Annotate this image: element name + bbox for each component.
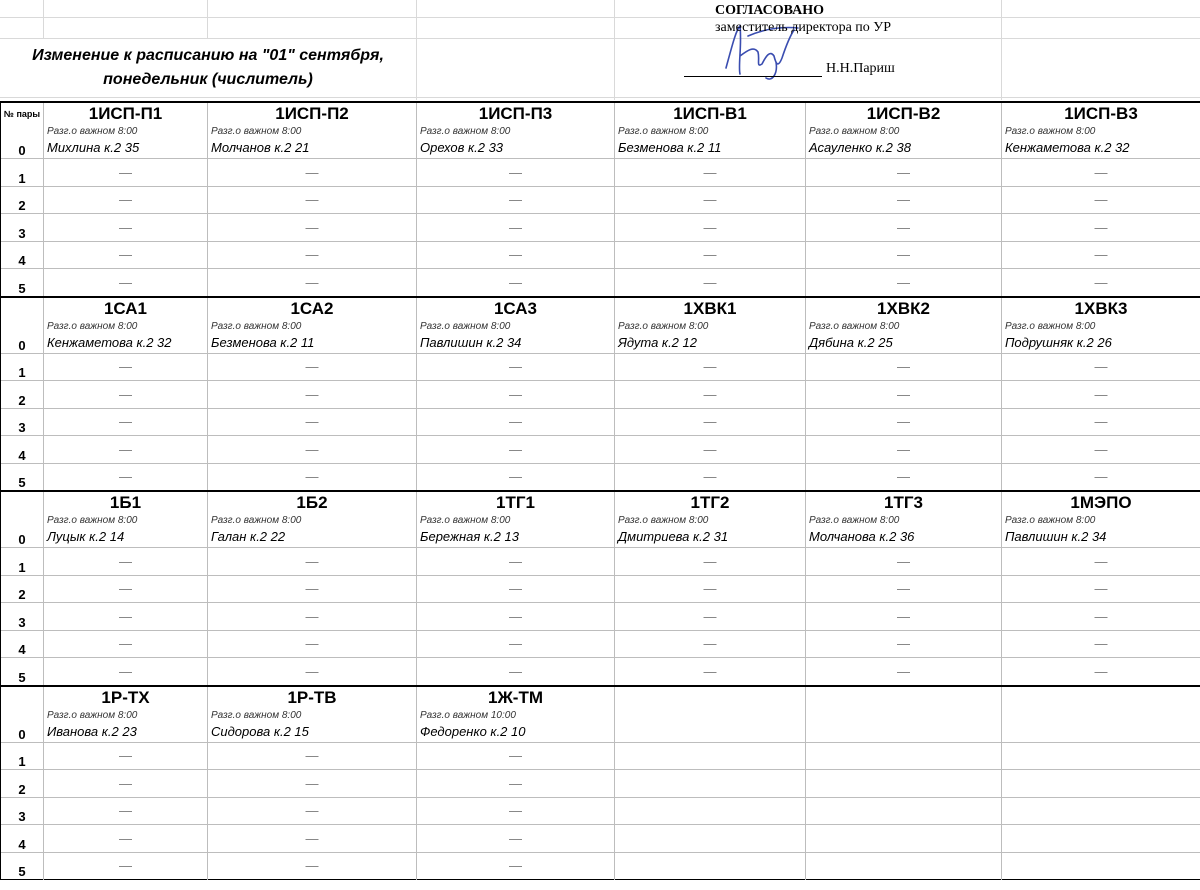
empty-lesson-dash[interactable]: — [44, 436, 208, 464]
group-name: 1ИСП-В2 [806, 102, 1002, 125]
schedule-cell[interactable] [1002, 825, 1200, 853]
pair-row [1, 125, 1200, 159]
teacher-room: Луцык к.2 14 [47, 529, 125, 544]
empty-lesson-dash[interactable]: — [417, 742, 615, 770]
schedule-cell[interactable] [615, 709, 806, 743]
group-name: 1Р-ТВ [208, 686, 417, 709]
empty-lesson-dash[interactable]: — [44, 408, 208, 436]
schedule-table [0, 101, 1200, 880]
pair-row [1, 709, 1200, 743]
pair-row [1, 408, 1200, 436]
schedule-cell[interactable] [806, 709, 1002, 743]
pair-row [1, 463, 1200, 491]
group-name [615, 686, 806, 709]
schedule-cell[interactable] [1002, 852, 1200, 880]
event-label: Разг.о важном 8:00 [618, 515, 709, 526]
schedule-cell[interactable] [806, 742, 1002, 770]
group-name: 1ИСП-П2 [208, 102, 417, 125]
empty-lesson-dash[interactable]: — [44, 603, 208, 631]
pair-column-label [1, 491, 44, 514]
schedule-cell[interactable] [208, 709, 417, 743]
teacher-room: Молчанова к.2 36 [809, 529, 915, 544]
event-label: Разг.о важном 8:00 [211, 709, 302, 721]
page-title-line1: Изменение к расписанию на "01" сентября, [32, 47, 384, 64]
empty-lesson-dash[interactable]: — [417, 159, 615, 187]
pair-number: 1 [1, 353, 44, 381]
empty-lesson-dash[interactable]: — [1002, 269, 1200, 297]
empty-lesson-dash[interactable]: — [1002, 603, 1200, 631]
empty-lesson-dash[interactable]: — [1002, 575, 1200, 603]
empty-lesson-dash[interactable]: — [44, 852, 208, 880]
pair-number: 1 [1, 742, 44, 770]
empty-lesson-dash[interactable]: — [417, 269, 615, 297]
schedule-cell[interactable] [806, 514, 1002, 548]
group-name: 1СА2 [208, 297, 417, 320]
pair-row [1, 630, 1200, 658]
pair-number: 3 [1, 797, 44, 825]
pair-number: 4 [1, 241, 44, 269]
schedule-cell[interactable] [417, 125, 615, 159]
signature-line [684, 76, 822, 77]
schedule-cell[interactable] [806, 797, 1002, 825]
group-name: 1ИСП-В3 [1002, 102, 1200, 125]
empty-lesson-dash[interactable]: — [44, 159, 208, 187]
empty-lesson-dash[interactable]: — [1002, 241, 1200, 269]
event-label: Разг.о важном 8:00 [47, 320, 138, 332]
schedule-cell[interactable] [615, 852, 806, 880]
group-name: 1ХВК1 [615, 297, 806, 320]
empty-lesson-dash[interactable]: — [806, 186, 1002, 214]
empty-lesson-dash[interactable]: — [208, 770, 417, 798]
empty-lesson-dash[interactable]: — [44, 825, 208, 853]
event-label: Разг.о важном 8:00 [211, 126, 302, 137]
page-title-line2: понедельник (числитель) [103, 71, 313, 88]
event-label: Разг.о важном 8:00 [1005, 126, 1096, 137]
pair-row [1, 514, 1200, 548]
schedule-cell[interactable] [1002, 320, 1200, 354]
empty-lesson-dash[interactable]: — [806, 603, 1002, 631]
empty-lesson-dash[interactable]: — [1002, 159, 1200, 187]
empty-lesson-dash[interactable]: — [806, 630, 1002, 658]
schedule-cell[interactable] [44, 709, 208, 743]
empty-lesson-dash[interactable]: — [208, 436, 417, 464]
pair-number: 0 [1, 709, 44, 743]
empty-lesson-dash[interactable]: — [44, 241, 208, 269]
sheet-header [0, 0, 1200, 100]
grid-line [1001, 0, 1002, 100]
pair-number: 0 [1, 320, 44, 354]
schedule-cell[interactable] [417, 320, 615, 354]
group-name [806, 686, 1002, 709]
grid-line [43, 0, 44, 38]
schedule-cell[interactable] [806, 320, 1002, 354]
empty-lesson-dash[interactable]: — [208, 159, 417, 187]
pair-row [1, 320, 1200, 354]
grid-line [614, 0, 615, 100]
event-label: Разг.о важном 8:00 [809, 126, 900, 137]
teacher-room: Дябина к.2 25 [809, 334, 893, 350]
empty-lesson-dash[interactable]: — [806, 214, 1002, 242]
empty-lesson-dash[interactable]: — [417, 214, 615, 242]
group-header-row [1, 491, 1200, 514]
pair-number: 5 [1, 852, 44, 880]
schedule-cell[interactable] [208, 320, 417, 354]
pair-row [1, 658, 1200, 686]
empty-lesson-dash[interactable]: — [615, 381, 806, 409]
empty-lesson-dash[interactable]: — [615, 548, 806, 576]
schedule-cell[interactable] [806, 852, 1002, 880]
teacher-room: Павлишин к.2 34 [1005, 529, 1107, 544]
empty-lesson-dash[interactable]: — [806, 269, 1002, 297]
empty-lesson-dash[interactable]: — [615, 436, 806, 464]
pair-number: 5 [1, 658, 44, 686]
empty-lesson-dash[interactable]: — [1002, 214, 1200, 242]
empty-lesson-dash[interactable]: — [806, 353, 1002, 381]
event-label: Разг.о важном 8:00 [1005, 320, 1096, 332]
empty-lesson-dash[interactable]: — [417, 770, 615, 798]
empty-lesson-dash[interactable]: — [208, 241, 417, 269]
empty-lesson-dash[interactable]: — [806, 436, 1002, 464]
empty-lesson-dash[interactable]: — [44, 742, 208, 770]
empty-lesson-dash[interactable]: — [1002, 186, 1200, 214]
teacher-room: Иванова к.2 23 [47, 723, 137, 739]
pair-number: 1 [1, 159, 44, 187]
empty-lesson-dash[interactable]: — [615, 353, 806, 381]
pair-row [1, 214, 1200, 242]
pair-number: 3 [1, 408, 44, 436]
teacher-room: Ядута к.2 12 [618, 334, 697, 350]
empty-lesson-dash[interactable]: — [417, 797, 615, 825]
schedule-cell[interactable] [615, 770, 806, 798]
teacher-room: Асауленко к.2 38 [809, 140, 911, 155]
teacher-room: Бережная к.2 13 [420, 529, 519, 544]
schedule-cell[interactable] [1002, 742, 1200, 770]
pair-number: 2 [1, 381, 44, 409]
group-name: 1Б1 [44, 491, 208, 514]
pair-number: 0 [1, 514, 44, 548]
empty-lesson-dash[interactable]: — [44, 269, 208, 297]
event-label: Разг.о важном 8:00 [211, 515, 302, 526]
empty-lesson-dash[interactable]: — [44, 770, 208, 798]
pair-column-label [1, 686, 44, 709]
grid-line [416, 0, 417, 100]
approval-heading: СОГЛАСОВАНО [715, 3, 824, 18]
pair-number: 1 [1, 548, 44, 576]
group-name: 1ТГ2 [615, 491, 806, 514]
grid-line [0, 97, 1200, 98]
teacher-room: Дмитриева к.2 31 [618, 529, 729, 544]
group-name: 1ИСП-П1 [44, 102, 208, 125]
pair-row [1, 436, 1200, 464]
teacher-room: Кенжаметова к.2 32 [1005, 140, 1130, 155]
empty-lesson-dash[interactable]: — [1002, 408, 1200, 436]
group-name: 1МЭПО [1002, 491, 1200, 514]
event-label: Разг.о важном 8:00 [618, 126, 709, 137]
group-name: 1ХВК3 [1002, 297, 1200, 320]
group-header-row [1, 297, 1200, 320]
teacher-room: Орехов к.2 33 [420, 140, 504, 155]
teacher-room: Молчанов к.2 21 [211, 140, 310, 155]
empty-lesson-dash[interactable]: — [208, 630, 417, 658]
empty-lesson-dash[interactable]: — [417, 575, 615, 603]
empty-lesson-dash[interactable]: — [615, 603, 806, 631]
empty-lesson-dash[interactable]: — [417, 825, 615, 853]
empty-lesson-dash[interactable]: — [615, 214, 806, 242]
pair-number: 2 [1, 575, 44, 603]
pair-number: 2 [1, 770, 44, 798]
group-name: 1ХВК2 [806, 297, 1002, 320]
pair-number: 0 [1, 125, 44, 159]
empty-lesson-dash[interactable]: — [44, 381, 208, 409]
schedule-cell[interactable] [208, 514, 417, 548]
pair-row [1, 548, 1200, 576]
group-name: 1Ж-ТМ [417, 686, 615, 709]
event-label: Разг.о важном 8:00 [1005, 515, 1096, 526]
pair-number: 4 [1, 436, 44, 464]
empty-lesson-dash[interactable]: — [615, 575, 806, 603]
grid-line [207, 0, 208, 38]
schedule-cell[interactable] [1002, 514, 1200, 548]
empty-lesson-dash[interactable]: — [44, 463, 208, 491]
event-label: Разг.о важном 8:00 [420, 126, 511, 137]
empty-lesson-dash[interactable]: — [208, 269, 417, 297]
pair-number: 2 [1, 186, 44, 214]
event-label: Разг.о важном 8:00 [420, 320, 511, 332]
pair-number: 4 [1, 825, 44, 853]
schedule-cell[interactable] [615, 742, 806, 770]
pair-row [1, 159, 1200, 187]
empty-lesson-dash[interactable]: — [615, 463, 806, 491]
teacher-room: Кенжаметова к.2 32 [47, 334, 172, 350]
empty-lesson-dash[interactable]: — [44, 658, 208, 686]
pair-number: 5 [1, 269, 44, 297]
empty-lesson-dash[interactable]: — [44, 186, 208, 214]
empty-lesson-dash[interactable]: — [44, 575, 208, 603]
pair-row [1, 852, 1200, 880]
schedule-cell[interactable] [806, 770, 1002, 798]
empty-lesson-dash[interactable]: — [1002, 630, 1200, 658]
pair-number: 3 [1, 603, 44, 631]
empty-lesson-dash[interactable]: — [615, 658, 806, 686]
event-label: Разг.о важном 8:00 [809, 515, 900, 526]
schedule-cell[interactable] [1002, 125, 1200, 159]
pair-row [1, 770, 1200, 798]
empty-lesson-dash[interactable]: — [417, 436, 615, 464]
page-title [10, 44, 406, 92]
teacher-room: Подрушняк к.2 26 [1005, 334, 1112, 350]
pair-row [1, 825, 1200, 853]
empty-lesson-dash[interactable]: — [417, 186, 615, 214]
schedule-cell[interactable] [806, 125, 1002, 159]
schedule-cell[interactable] [1002, 709, 1200, 743]
empty-lesson-dash[interactable]: — [806, 658, 1002, 686]
empty-lesson-dash[interactable]: — [417, 381, 615, 409]
empty-lesson-dash[interactable]: — [615, 186, 806, 214]
schedule-cell[interactable] [615, 825, 806, 853]
group-name [1002, 686, 1200, 709]
pair-column-label [1, 297, 44, 320]
empty-lesson-dash[interactable]: — [806, 408, 1002, 436]
empty-lesson-dash[interactable]: — [208, 658, 417, 686]
empty-lesson-dash[interactable]: — [417, 408, 615, 436]
teacher-room: Федоренко к.2 10 [420, 723, 526, 739]
pair-row [1, 603, 1200, 631]
empty-lesson-dash[interactable]: — [417, 548, 615, 576]
empty-lesson-dash[interactable]: — [806, 463, 1002, 491]
empty-lesson-dash[interactable]: — [44, 214, 208, 242]
group-name: 1Б2 [208, 491, 417, 514]
pair-row [1, 353, 1200, 381]
group-name: 1ТГ1 [417, 491, 615, 514]
schedule-cell[interactable] [615, 320, 806, 354]
group-header-row [1, 102, 1200, 125]
empty-lesson-dash[interactable]: — [1002, 548, 1200, 576]
schedule-cell[interactable] [1002, 797, 1200, 825]
grid-line [0, 17, 1200, 18]
empty-lesson-dash[interactable]: — [208, 852, 417, 880]
schedule-cell[interactable] [615, 125, 806, 159]
empty-lesson-dash[interactable]: — [208, 603, 417, 631]
empty-lesson-dash[interactable]: — [1002, 463, 1200, 491]
empty-lesson-dash[interactable]: — [615, 159, 806, 187]
empty-lesson-dash[interactable]: — [1002, 381, 1200, 409]
event-label: Разг.о важном 8:00 [618, 320, 709, 332]
pair-number: 4 [1, 630, 44, 658]
teacher-room: Михлина к.2 35 [47, 140, 140, 155]
empty-lesson-dash[interactable]: — [806, 159, 1002, 187]
group-name: 1ИСП-П3 [417, 102, 615, 125]
group-name: 1ТГ3 [806, 491, 1002, 514]
pair-column-label: № пары [1, 102, 44, 125]
teacher-room: Павлишин к.2 34 [420, 334, 522, 350]
empty-lesson-dash[interactable]: — [417, 463, 615, 491]
pair-row [1, 381, 1200, 409]
grid-line [0, 38, 1200, 39]
event-label: Разг.о важном 8:00 [809, 320, 900, 332]
empty-lesson-dash[interactable]: — [208, 825, 417, 853]
pair-row [1, 269, 1200, 297]
empty-lesson-dash[interactable]: — [417, 658, 615, 686]
schedule-cell[interactable] [417, 514, 615, 548]
schedule-cell[interactable] [44, 514, 208, 548]
pair-row [1, 797, 1200, 825]
empty-lesson-dash[interactable]: — [615, 630, 806, 658]
empty-lesson-dash[interactable]: — [208, 214, 417, 242]
empty-lesson-dash[interactable]: — [806, 241, 1002, 269]
event-label: Разг.о важном 8:00 [47, 709, 138, 721]
empty-lesson-dash[interactable]: — [208, 353, 417, 381]
empty-lesson-dash[interactable]: — [806, 548, 1002, 576]
empty-lesson-dash[interactable]: — [208, 381, 417, 409]
pair-row [1, 241, 1200, 269]
group-name: 1СА1 [44, 297, 208, 320]
approval-name: Н.Н.Париш [826, 61, 895, 76]
teacher-room: Галан к.2 22 [211, 529, 286, 544]
schedule-cell[interactable] [417, 709, 615, 743]
group-name: 1Р-ТХ [44, 686, 208, 709]
pair-row [1, 742, 1200, 770]
group-name: 1СА3 [417, 297, 615, 320]
event-label: Разг.о важном 10:00 [420, 709, 516, 721]
teacher-room: Безменова к.2 11 [618, 140, 722, 155]
approval-role: заместитель директора по УР [715, 20, 891, 35]
empty-lesson-dash[interactable]: — [615, 269, 806, 297]
group-name: 1ИСП-В1 [615, 102, 806, 125]
empty-lesson-dash[interactable]: — [806, 575, 1002, 603]
schedule-cell[interactable] [44, 125, 208, 159]
empty-lesson-dash[interactable]: — [208, 408, 417, 436]
event-label: Разг.о важном 8:00 [211, 320, 302, 332]
empty-lesson-dash[interactable]: — [417, 603, 615, 631]
schedule-cell[interactable] [615, 797, 806, 825]
empty-lesson-dash[interactable]: — [208, 742, 417, 770]
schedule-cell[interactable] [1002, 770, 1200, 798]
event-label: Разг.о важном 8:00 [47, 515, 138, 526]
teacher-room: Безменова к.2 11 [211, 334, 315, 350]
event-label: Разг.о важном 8:00 [47, 126, 138, 137]
empty-lesson-dash[interactable]: — [44, 548, 208, 576]
empty-lesson-dash[interactable]: — [208, 575, 417, 603]
pair-row [1, 575, 1200, 603]
pair-number: 3 [1, 214, 44, 242]
empty-lesson-dash[interactable]: — [417, 852, 615, 880]
empty-lesson-dash[interactable]: — [208, 548, 417, 576]
empty-lesson-dash[interactable]: — [615, 241, 806, 269]
empty-lesson-dash[interactable]: — [1002, 658, 1200, 686]
empty-lesson-dash[interactable]: — [417, 241, 615, 269]
schedule-cell[interactable] [208, 125, 417, 159]
pair-number: 5 [1, 463, 44, 491]
pair-row [1, 186, 1200, 214]
empty-lesson-dash[interactable]: — [44, 797, 208, 825]
empty-lesson-dash[interactable]: — [615, 408, 806, 436]
empty-lesson-dash[interactable]: — [44, 353, 208, 381]
empty-lesson-dash[interactable]: — [208, 186, 417, 214]
empty-lesson-dash[interactable]: — [208, 797, 417, 825]
empty-lesson-dash[interactable]: — [44, 630, 208, 658]
empty-lesson-dash[interactable]: — [417, 630, 615, 658]
schedule-cell[interactable] [806, 825, 1002, 853]
empty-lesson-dash[interactable]: — [417, 353, 615, 381]
group-header-row [1, 686, 1200, 709]
empty-lesson-dash[interactable]: — [1002, 436, 1200, 464]
event-label: Разг.о важном 8:00 [420, 515, 511, 526]
empty-lesson-dash[interactable]: — [208, 463, 417, 491]
schedule-cell[interactable] [615, 514, 806, 548]
schedule-cell[interactable] [44, 320, 208, 354]
teacher-room: Сидорова к.2 15 [211, 723, 309, 739]
empty-lesson-dash[interactable]: — [1002, 353, 1200, 381]
empty-lesson-dash[interactable]: — [806, 381, 1002, 409]
